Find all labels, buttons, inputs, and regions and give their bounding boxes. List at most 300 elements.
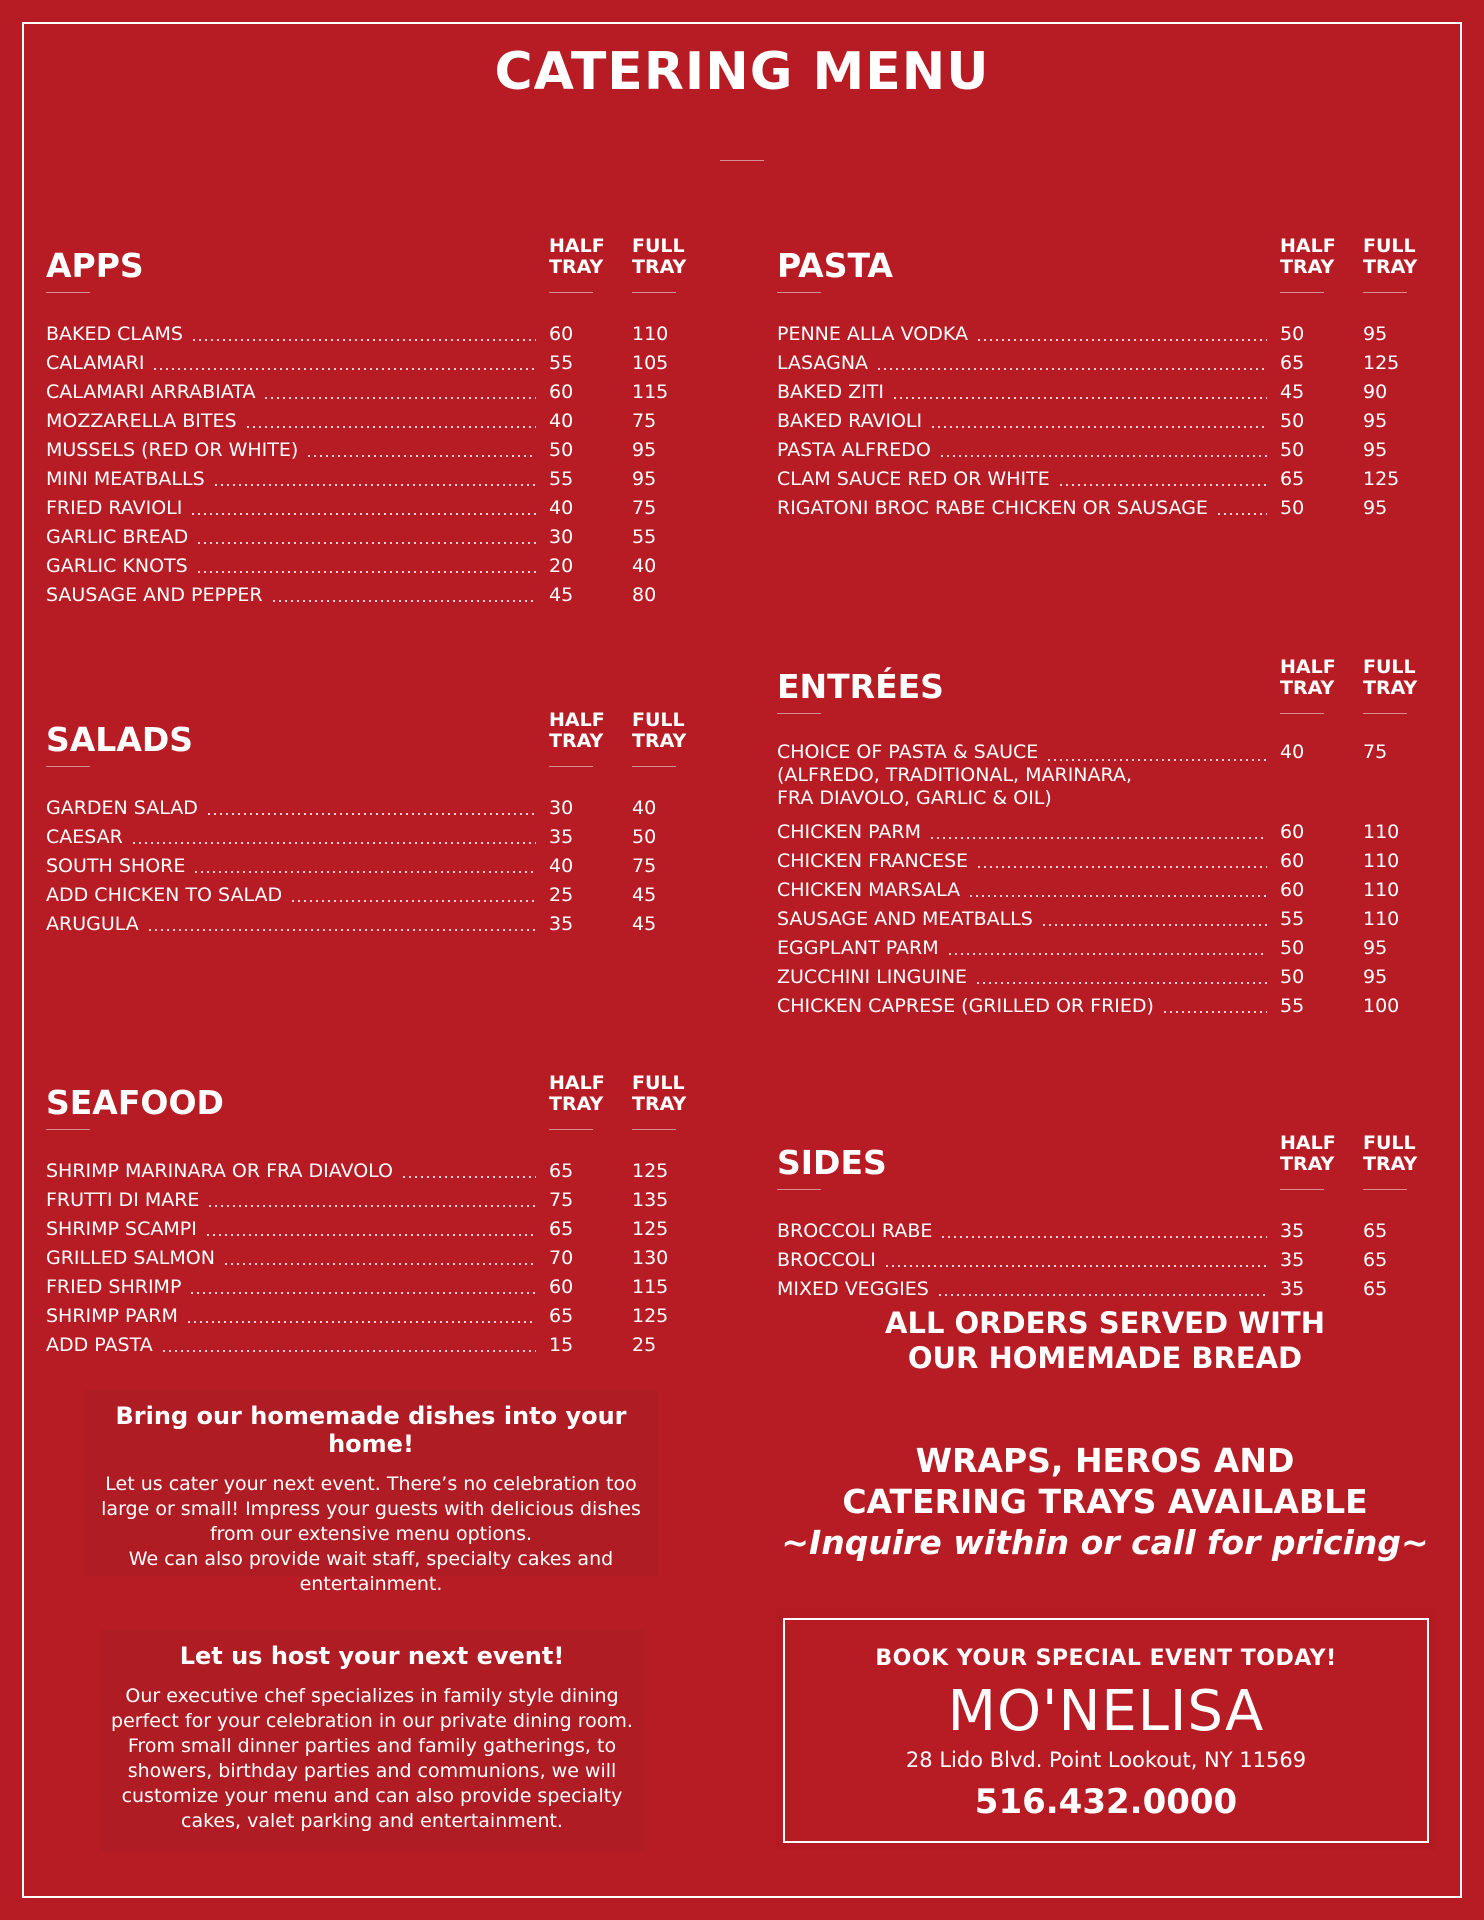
menu-item — [777, 905, 1427, 934]
half-tray-price: 40 — [549, 855, 574, 877]
wraps-line3: ~Inquire within or call for pricing~ — [781, 1523, 1429, 1562]
half-tray-header — [1280, 657, 1336, 699]
full-tray-price: 65 — [1363, 1278, 1388, 1300]
full-tray-price: 40 — [632, 555, 657, 577]
half-tray-price: 15 — [549, 1334, 574, 1356]
full-label-1: FULL — [632, 1072, 685, 1094]
half-label-1: HALF — [549, 1072, 605, 1094]
full-label-1: FULL — [1363, 656, 1416, 678]
menu-item — [46, 378, 696, 407]
dot-leader — [940, 1236, 1267, 1238]
menu-item — [777, 1275, 1427, 1304]
dot-leader — [968, 895, 1267, 897]
section-title: ENTRÉES — [777, 667, 944, 706]
full-tray-price: 125 — [632, 1305, 669, 1327]
divider — [549, 1129, 593, 1130]
book-cta: BOOK YOUR SPECIAL EVENT TODAY! — [875, 1646, 1337, 1671]
full-tray-price: 75 — [1363, 741, 1388, 763]
full-tray-header — [632, 710, 686, 752]
half-tray-price: 40 — [1280, 741, 1305, 763]
menu-item — [46, 581, 696, 610]
home-box-text: Let us cater your next event. There’s no celebration too large or small! Impress your guests with delicious dishes from our extensive menu options. — [101, 1473, 641, 1545]
half-label-1: HALF — [1280, 656, 1336, 678]
full-tray-price: 40 — [632, 797, 657, 819]
dot-leader — [1216, 513, 1267, 515]
bread-note-line1: ALL ORDERS SERVED WITH — [885, 1306, 1325, 1340]
full-tray-price: 110 — [632, 323, 669, 345]
half-tray-price: 65 — [549, 1305, 574, 1327]
item-name: CALAMARI ARRABIATA — [46, 381, 256, 403]
half-tray-price: 60 — [1280, 821, 1305, 843]
host-box-heading: Let us host your next event! — [179, 1642, 565, 1670]
full-label-1: FULL — [632, 709, 685, 731]
divider — [1280, 292, 1324, 293]
menu-item — [777, 494, 1427, 523]
dot-leader — [131, 842, 536, 844]
dot-leader — [189, 1292, 536, 1294]
item-name: FRIED RAVIOLI — [46, 497, 183, 519]
half-tray-price: 50 — [549, 439, 574, 461]
menu-item — [46, 407, 696, 436]
menu-item — [777, 876, 1427, 905]
item-name: FRUTTI DI MARE — [46, 1189, 200, 1211]
full-tray-price: 110 — [1363, 908, 1400, 930]
full-tray-price: 110 — [1363, 879, 1400, 901]
full-tray-price: 25 — [632, 1334, 657, 1356]
divider — [1280, 713, 1324, 714]
item-name: MINI MEATBALLS — [46, 468, 205, 490]
item-name: CHICKEN CAPRESE (GRILLED OR FRIED) — [777, 995, 1154, 1017]
section-header — [777, 653, 1427, 723]
half-tray-price: 50 — [1280, 323, 1305, 345]
section-entrees — [777, 653, 1427, 1021]
brand-logo: MO'NELISA — [947, 1679, 1265, 1744]
item-name: CAESAR — [46, 826, 123, 848]
item-name: CALAMARI — [46, 352, 145, 374]
dot-leader — [290, 900, 536, 902]
divider — [777, 713, 821, 714]
section-apps — [46, 232, 696, 610]
menu-item — [46, 494, 696, 523]
section-title: SIDES — [777, 1143, 887, 1182]
full-label-2: TRAY — [1363, 677, 1418, 699]
divider — [1363, 713, 1407, 714]
menu-list — [777, 741, 1427, 1021]
divider — [777, 292, 821, 293]
divider — [632, 292, 676, 293]
full-tray-price: 55 — [632, 526, 657, 548]
full-label-2: TRAY — [1363, 1153, 1418, 1175]
half-tray-price: 35 — [1280, 1249, 1305, 1271]
half-label-2: TRAY — [1280, 677, 1335, 699]
full-tray-header — [1363, 1133, 1417, 1175]
menu-item — [46, 794, 696, 823]
home-box-heading: Bring our homemade dishes into your home! — [115, 1402, 627, 1458]
half-label-2: TRAY — [549, 1093, 604, 1115]
menu-item — [777, 407, 1427, 436]
menu-item — [46, 1273, 696, 1302]
divider — [549, 292, 593, 293]
item-name: CHICKEN PARM — [777, 821, 921, 843]
dot-leader — [271, 600, 536, 602]
half-tray-price: 45 — [549, 584, 574, 606]
half-tray-price: 25 — [549, 884, 574, 906]
half-tray-price: 20 — [549, 555, 574, 577]
dot-leader — [1041, 924, 1267, 926]
menu-item — [46, 465, 696, 494]
half-tray-price: 75 — [549, 1189, 574, 1211]
half-tray-price: 55 — [549, 468, 574, 490]
item-name: BAKED RAVIOLI — [777, 410, 923, 432]
host-box-text: Our executive chef specializes in family style dining perfect for your celebration in our private dining room. From small dinner parties and family gatherings, to showers, birthday parties and communions, we will customize your menu and can also provide specialty cakes, valet parking and entertainment. — [111, 1685, 633, 1832]
dot-leader — [263, 397, 536, 399]
dot-leader — [892, 397, 1267, 399]
full-tray-price: 125 — [1363, 468, 1400, 490]
divider — [46, 292, 90, 293]
full-tray-price: 95 — [1363, 497, 1388, 519]
half-tray-price: 50 — [1280, 966, 1305, 988]
dot-leader — [937, 1294, 1267, 1296]
item-name: MUSSELS (RED OR WHITE) — [46, 439, 299, 461]
full-tray-price: 95 — [1363, 410, 1388, 432]
full-label-2: TRAY — [632, 256, 687, 278]
menu-item — [46, 320, 696, 349]
full-tray-price: 90 — [1363, 381, 1388, 403]
half-tray-price: 70 — [549, 1247, 574, 1269]
divider — [46, 1129, 90, 1130]
half-label-2: TRAY — [549, 730, 604, 752]
full-tray-price: 65 — [1363, 1220, 1388, 1242]
full-tray-price: 75 — [632, 855, 657, 877]
menu-item — [777, 741, 1427, 814]
title-divider — [720, 160, 764, 161]
menu-item — [777, 934, 1427, 963]
wraps-note — [760, 1440, 1450, 1563]
full-tray-price: 80 — [632, 584, 657, 606]
full-tray-price: 50 — [632, 826, 657, 848]
full-tray-price: 95 — [1363, 323, 1388, 345]
menu-list — [777, 1217, 1427, 1304]
divider — [1280, 1189, 1324, 1190]
dot-leader — [976, 339, 1267, 341]
dot-leader — [1058, 484, 1267, 486]
full-tray-price: 105 — [632, 352, 669, 374]
half-tray-price: 60 — [549, 381, 574, 403]
item-name-line1: CHOICE OF PASTA & SAUCE — [777, 741, 1039, 763]
divider — [632, 766, 676, 767]
half-label-1: HALF — [1280, 235, 1336, 257]
half-tray-header — [1280, 236, 1336, 278]
address: 28 Lido Blvd. Point Lookout, NY 11569 — [905, 1748, 1307, 1772]
menu-item — [777, 963, 1427, 992]
full-tray-price: 110 — [1363, 821, 1400, 843]
dot-leader — [190, 513, 536, 515]
item-name: SHRIMP MARINARA OR FRA DIAVOLO — [46, 1160, 394, 1182]
section-title: PASTA — [777, 246, 893, 285]
menu-item — [777, 349, 1427, 378]
half-label-2: TRAY — [549, 256, 604, 278]
bread-note — [760, 1306, 1450, 1376]
dot-leader — [147, 929, 536, 931]
section-header — [777, 1129, 1427, 1199]
full-tray-header — [1363, 236, 1417, 278]
divider — [777, 1189, 821, 1190]
menu-list — [46, 794, 696, 939]
half-tray-price: 30 — [549, 526, 574, 548]
menu-item — [46, 823, 696, 852]
wraps-line1: WRAPS, HEROS AND — [915, 1441, 1295, 1480]
dot-leader — [186, 1321, 536, 1323]
half-tray-price: 55 — [1280, 995, 1305, 1017]
half-label-1: HALF — [1280, 1132, 1336, 1154]
dot-leader — [1162, 1011, 1267, 1013]
item-name: EGGPLANT PARM — [777, 937, 939, 959]
full-tray-price: 95 — [1363, 439, 1388, 461]
half-tray-header — [549, 710, 605, 752]
full-tray-price: 110 — [1363, 850, 1400, 872]
bread-note-line2: OUR HOMEMADE BREAD — [907, 1341, 1303, 1375]
item-name: MOZZARELLA BITES — [46, 410, 237, 432]
item-name: ADD PASTA — [46, 1334, 153, 1356]
half-tray-price: 60 — [549, 323, 574, 345]
section-salads — [46, 706, 696, 939]
item-name: ZUCCHINI LINGUINE — [777, 966, 968, 988]
dot-leader — [191, 339, 536, 341]
item-name: SOUTH SHORE — [46, 855, 186, 877]
item-name: CLAM SAUCE RED OR WHITE — [777, 468, 1050, 490]
half-tray-price: 50 — [1280, 410, 1305, 432]
full-label-1: FULL — [1363, 235, 1416, 257]
item-name: MIXED VEGGIES — [777, 1278, 929, 1300]
section-header — [46, 1069, 696, 1139]
full-tray-price: 115 — [632, 1276, 669, 1298]
divider — [46, 766, 90, 767]
half-tray-price: 30 — [549, 797, 574, 819]
full-tray-price: 75 — [632, 410, 657, 432]
dot-leader — [929, 837, 1267, 839]
section-header — [46, 232, 696, 302]
item-name: SAUSAGE AND MEATBALLS — [777, 908, 1033, 930]
full-tray-price: 115 — [632, 381, 669, 403]
dot-leader — [223, 1263, 536, 1265]
half-tray-price: 55 — [549, 352, 574, 374]
full-label-2: TRAY — [1363, 256, 1418, 278]
half-label-2: TRAY — [1280, 256, 1335, 278]
wraps-line2: CATERING TRAYS AVAILABLE — [842, 1482, 1368, 1521]
full-tray-price: 125 — [632, 1218, 669, 1240]
dot-leader — [193, 871, 536, 873]
menu-item — [777, 320, 1427, 349]
dot-leader — [206, 813, 536, 815]
full-tray-price: 95 — [1363, 937, 1388, 959]
menu-item — [46, 1244, 696, 1273]
full-tray-price: 125 — [632, 1160, 669, 1182]
dot-leader — [947, 953, 1267, 955]
item-name: GARLIC BREAD — [46, 526, 189, 548]
item-name: SHRIMP PARM — [46, 1305, 178, 1327]
full-tray-header — [1363, 657, 1417, 699]
dot-leader — [884, 1265, 1267, 1267]
item-name: BROCCOLI RABE — [777, 1220, 933, 1242]
half-tray-price: 35 — [549, 826, 574, 848]
section-pasta — [777, 232, 1427, 523]
full-label-2: TRAY — [632, 1093, 687, 1115]
item-name-line2: (ALFREDO, TRADITIONAL, MARINARA, — [777, 764, 1132, 786]
item-name: GARLIC KNOTS — [46, 555, 188, 577]
menu-item — [777, 436, 1427, 465]
half-label-2: TRAY — [1280, 1153, 1335, 1175]
full-label-1: FULL — [632, 235, 685, 257]
half-tray-header — [549, 1073, 605, 1115]
half-tray-price: 35 — [1280, 1220, 1305, 1242]
full-tray-header — [632, 1073, 686, 1115]
half-tray-price: 50 — [1280, 937, 1305, 959]
item-name: CHICKEN FRANCESE — [777, 850, 969, 872]
item-name: GRILLED SALMON — [46, 1247, 215, 1269]
full-tray-price: 135 — [632, 1189, 669, 1211]
half-tray-header — [1280, 1133, 1336, 1175]
half-tray-price: 35 — [1280, 1278, 1305, 1300]
page-title: CATERING MENU — [494, 42, 990, 102]
full-tray-price: 125 — [1363, 352, 1400, 374]
item-name: LASAGNA — [777, 352, 869, 374]
item-name: ADD CHICKEN TO SALAD — [46, 884, 283, 906]
half-label-1: HALF — [549, 709, 605, 731]
half-label-1: HALF — [549, 235, 605, 257]
half-tray-price: 65 — [549, 1218, 574, 1240]
half-tray-price: 50 — [1280, 497, 1305, 519]
half-tray-header — [549, 236, 605, 278]
section-title: APPS — [46, 246, 144, 285]
half-tray-price: 40 — [549, 497, 574, 519]
dot-leader — [161, 1350, 536, 1352]
home-box-text2: We can also provide wait staff, specialty cakes and entertainment. — [128, 1548, 614, 1595]
dot-leader — [196, 542, 536, 544]
item-name: SHRIMP SCAMPI — [46, 1218, 197, 1240]
menu-item — [46, 523, 696, 552]
item-name: PASTA ALFREDO — [777, 439, 931, 461]
item-name: CHICKEN MARSALA — [777, 879, 961, 901]
half-tray-price: 35 — [549, 913, 574, 935]
menu-item — [46, 852, 696, 881]
half-tray-price: 65 — [1280, 468, 1305, 490]
half-tray-price: 50 — [1280, 439, 1305, 461]
full-tray-price: 45 — [632, 913, 657, 935]
half-tray-price: 60 — [1280, 879, 1305, 901]
menu-item — [46, 1302, 696, 1331]
dot-leader — [306, 455, 536, 457]
item-name: BAKED ZITI — [777, 381, 884, 403]
half-tray-price: 60 — [549, 1276, 574, 1298]
half-tray-price: 45 — [1280, 381, 1305, 403]
section-title: SEAFOOD — [46, 1083, 224, 1122]
full-tray-header — [632, 236, 686, 278]
half-tray-price: 60 — [1280, 850, 1305, 872]
divider — [1363, 292, 1407, 293]
full-tray-price: 75 — [632, 497, 657, 519]
item-name: SAUSAGE AND PEPPER — [46, 584, 263, 606]
dot-leader — [939, 455, 1267, 457]
dot-leader — [213, 484, 536, 486]
item-name: RIGATONI BROC RABE CHICKEN OR SAUSAGE — [777, 497, 1208, 519]
full-tray-price: 65 — [1363, 1249, 1388, 1271]
item-name: GARDEN SALAD — [46, 797, 198, 819]
full-label-1: FULL — [1363, 1132, 1416, 1154]
half-tray-price: 65 — [549, 1160, 574, 1182]
menu-item — [46, 1186, 696, 1215]
item-name: ARUGULA — [46, 913, 139, 935]
menu-item — [777, 1217, 1427, 1246]
full-tray-price: 95 — [632, 439, 657, 461]
full-tray-price: 45 — [632, 884, 657, 906]
home-catering-box — [84, 1390, 658, 1595]
half-tray-price: 55 — [1280, 908, 1305, 930]
full-tray-price: 95 — [632, 468, 657, 490]
section-header — [46, 706, 696, 776]
menu-item — [46, 881, 696, 910]
menu-item — [46, 1157, 696, 1186]
phone-number: 516.432.0000 — [974, 1782, 1238, 1822]
menu-list — [46, 320, 696, 610]
dot-leader — [152, 368, 536, 370]
menu-list — [46, 1157, 696, 1360]
dot-leader — [245, 426, 536, 428]
menu-item — [777, 847, 1427, 876]
divider — [1363, 1189, 1407, 1190]
menu-item — [46, 1331, 696, 1360]
menu-item — [46, 436, 696, 465]
dot-leader — [401, 1176, 536, 1178]
menu-item — [777, 465, 1427, 494]
menu-item — [46, 910, 696, 939]
menu-item — [777, 992, 1427, 1021]
section-sides — [777, 1129, 1427, 1304]
divider — [549, 766, 593, 767]
divider — [632, 1129, 676, 1130]
dot-leader — [876, 368, 1267, 370]
section-title: SALADS — [46, 720, 194, 759]
item-name: BAKED CLAMS — [46, 323, 183, 345]
dot-leader — [930, 426, 1267, 428]
full-tray-price: 100 — [1363, 995, 1400, 1017]
menu-item — [46, 1215, 696, 1244]
dot-leader — [975, 982, 1267, 984]
full-tray-price: 130 — [632, 1247, 669, 1269]
half-tray-price: 40 — [549, 410, 574, 432]
item-name: BROCCOLI — [777, 1249, 876, 1271]
menu-item — [46, 552, 696, 581]
menu-item — [777, 378, 1427, 407]
section-header — [777, 232, 1427, 302]
item-name: FRIED SHRIMP — [46, 1276, 182, 1298]
book-event-box — [783, 1618, 1429, 1843]
menu-item — [777, 1246, 1427, 1275]
dot-leader — [196, 571, 536, 573]
dot-leader — [207, 1205, 536, 1207]
host-event-box — [100, 1630, 644, 1852]
full-tray-price: 95 — [1363, 966, 1388, 988]
menu-item — [46, 349, 696, 378]
dot-leader — [1046, 759, 1267, 761]
item-name — [777, 741, 1257, 810]
dot-leader — [976, 866, 1267, 868]
menu-list — [777, 320, 1427, 523]
half-tray-price: 65 — [1280, 352, 1305, 374]
item-name-line3: FRA DIAVOLO, GARLIC & OIL) — [777, 787, 1052, 809]
full-label-2: TRAY — [632, 730, 687, 752]
dot-leader — [205, 1234, 536, 1236]
menu-item — [777, 818, 1427, 847]
